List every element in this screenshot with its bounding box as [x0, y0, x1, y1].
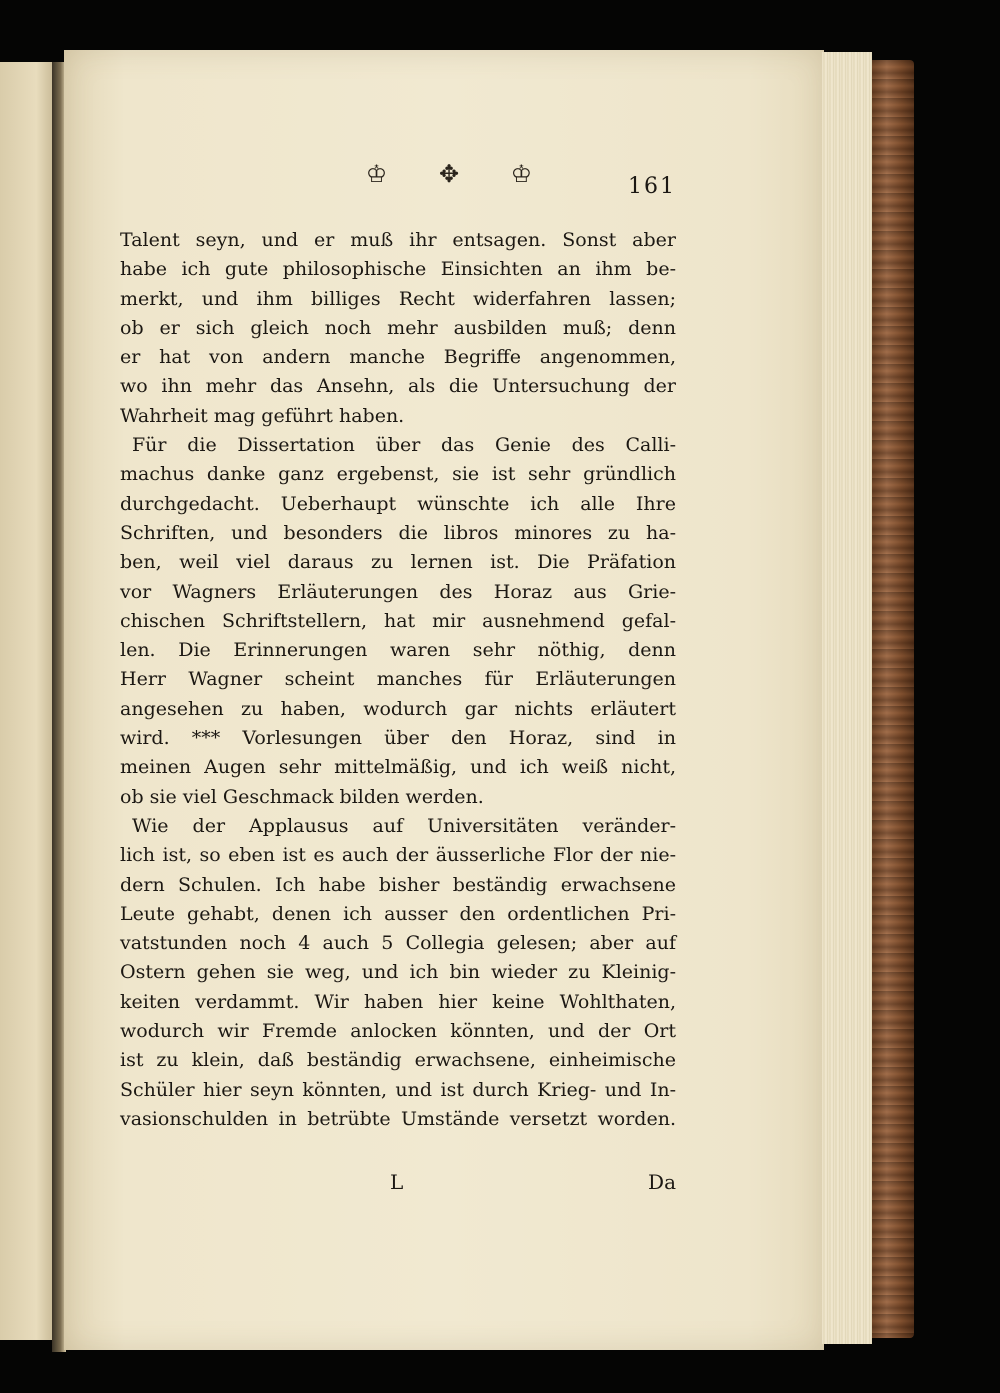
text-line: Talent seyn, und er muß ihr entsagen. Sonst aber	[120, 229, 676, 251]
text-line: Leute gehabt, denen ich ausser den ordentlichen Pri-	[120, 902, 676, 925]
text-line: Für die Dissertation über das Genie des Calli-	[132, 434, 676, 457]
text-line: chischen Schriftstellern, hat mir ausnehmend gefal-	[120, 609, 676, 632]
text-line: meinen Augen sehr mittelmäßig, und ich weiß nicht,	[120, 756, 676, 779]
text-line: dern Schulen. Ich habe bisher beständig erwachsene	[120, 873, 676, 896]
text-line: keiten verdammt. Wir haben hier keine Wohlthaten,	[120, 990, 676, 1013]
leather-cover	[872, 60, 914, 1338]
text-line: wo ihn mehr das Ansehn, als die Untersuchung der	[120, 375, 676, 398]
text-line: er hat von andern manche Begriffe angenommen,	[120, 346, 676, 369]
page-number: 161	[628, 174, 676, 199]
text-line: vatstunden noch 4 auch 5 Collegia gelesen; aber auf	[120, 932, 676, 955]
text-line: Schüler hier seyn könnten, und ist durch Krieg- und In-	[120, 1078, 676, 1101]
text-line: lich ist, so eben ist es auch der äusserliche Flor der nie-	[120, 844, 676, 867]
previous-page-edge	[0, 62, 52, 1340]
text-line: habe ich gute philosophische Einsichten an ihm be-	[120, 258, 676, 281]
page-body	[120, 226, 676, 1134]
text-line: ob er sich gleich noch mehr ausbilden muß; denn	[120, 316, 676, 339]
text-line: Wahrheit mag geführt haben.	[120, 404, 405, 427]
catchword: Da	[648, 1170, 676, 1194]
text-line: vor Wagners Erläuterungen des Horaz aus Grie-	[120, 580, 676, 603]
signature-mark: L	[390, 1170, 404, 1194]
text-line: ben, weil viel daraus zu lernen ist. Die Präfation	[120, 551, 676, 574]
text-line: machus danke ganz ergebenst, sie ist sehr gründlich	[120, 463, 676, 486]
text-line: len. Die Erinnerungen waren sehr nöthig, denn	[120, 639, 676, 662]
text-line: wodurch wir Fremde anlocken könnten, und der Ort	[120, 1020, 676, 1043]
text-line: vasionschulden in betrübte Umstände versetzt worden.	[120, 1107, 676, 1130]
text-line: ist zu klein, daß beständig erwachsene, einheimische	[120, 1049, 676, 1072]
text-line: wird. *** Vorlesungen über den Horaz, sind in	[120, 727, 676, 750]
text-line: durchgedacht. Ueberhaupt wünschte ich alle Ihre	[120, 492, 676, 515]
header-ornament: ♔ ✥ ♔	[365, 160, 555, 188]
footer-marks	[120, 1167, 676, 1197]
page-edges	[822, 52, 872, 1344]
text-line: Schriften, und besonders die libros minores zu ha-	[120, 521, 676, 544]
text-line: Wie der Applausus auf Universitäten veränder-	[132, 814, 676, 837]
text-line: ob sie viel Geschmack bilden werden.	[120, 785, 484, 808]
text-line: Herr Wagner scheint manches für Erläuterungen	[120, 668, 676, 691]
text-line: merkt, und ihm billiges Recht widerfahren lassen;	[120, 287, 676, 310]
text-line: Ostern gehen sie weg, und ich bin wieder zu Kleinig-	[120, 961, 676, 984]
text-line: angesehen zu haben, wodurch gar nichts erläutert	[120, 697, 676, 720]
